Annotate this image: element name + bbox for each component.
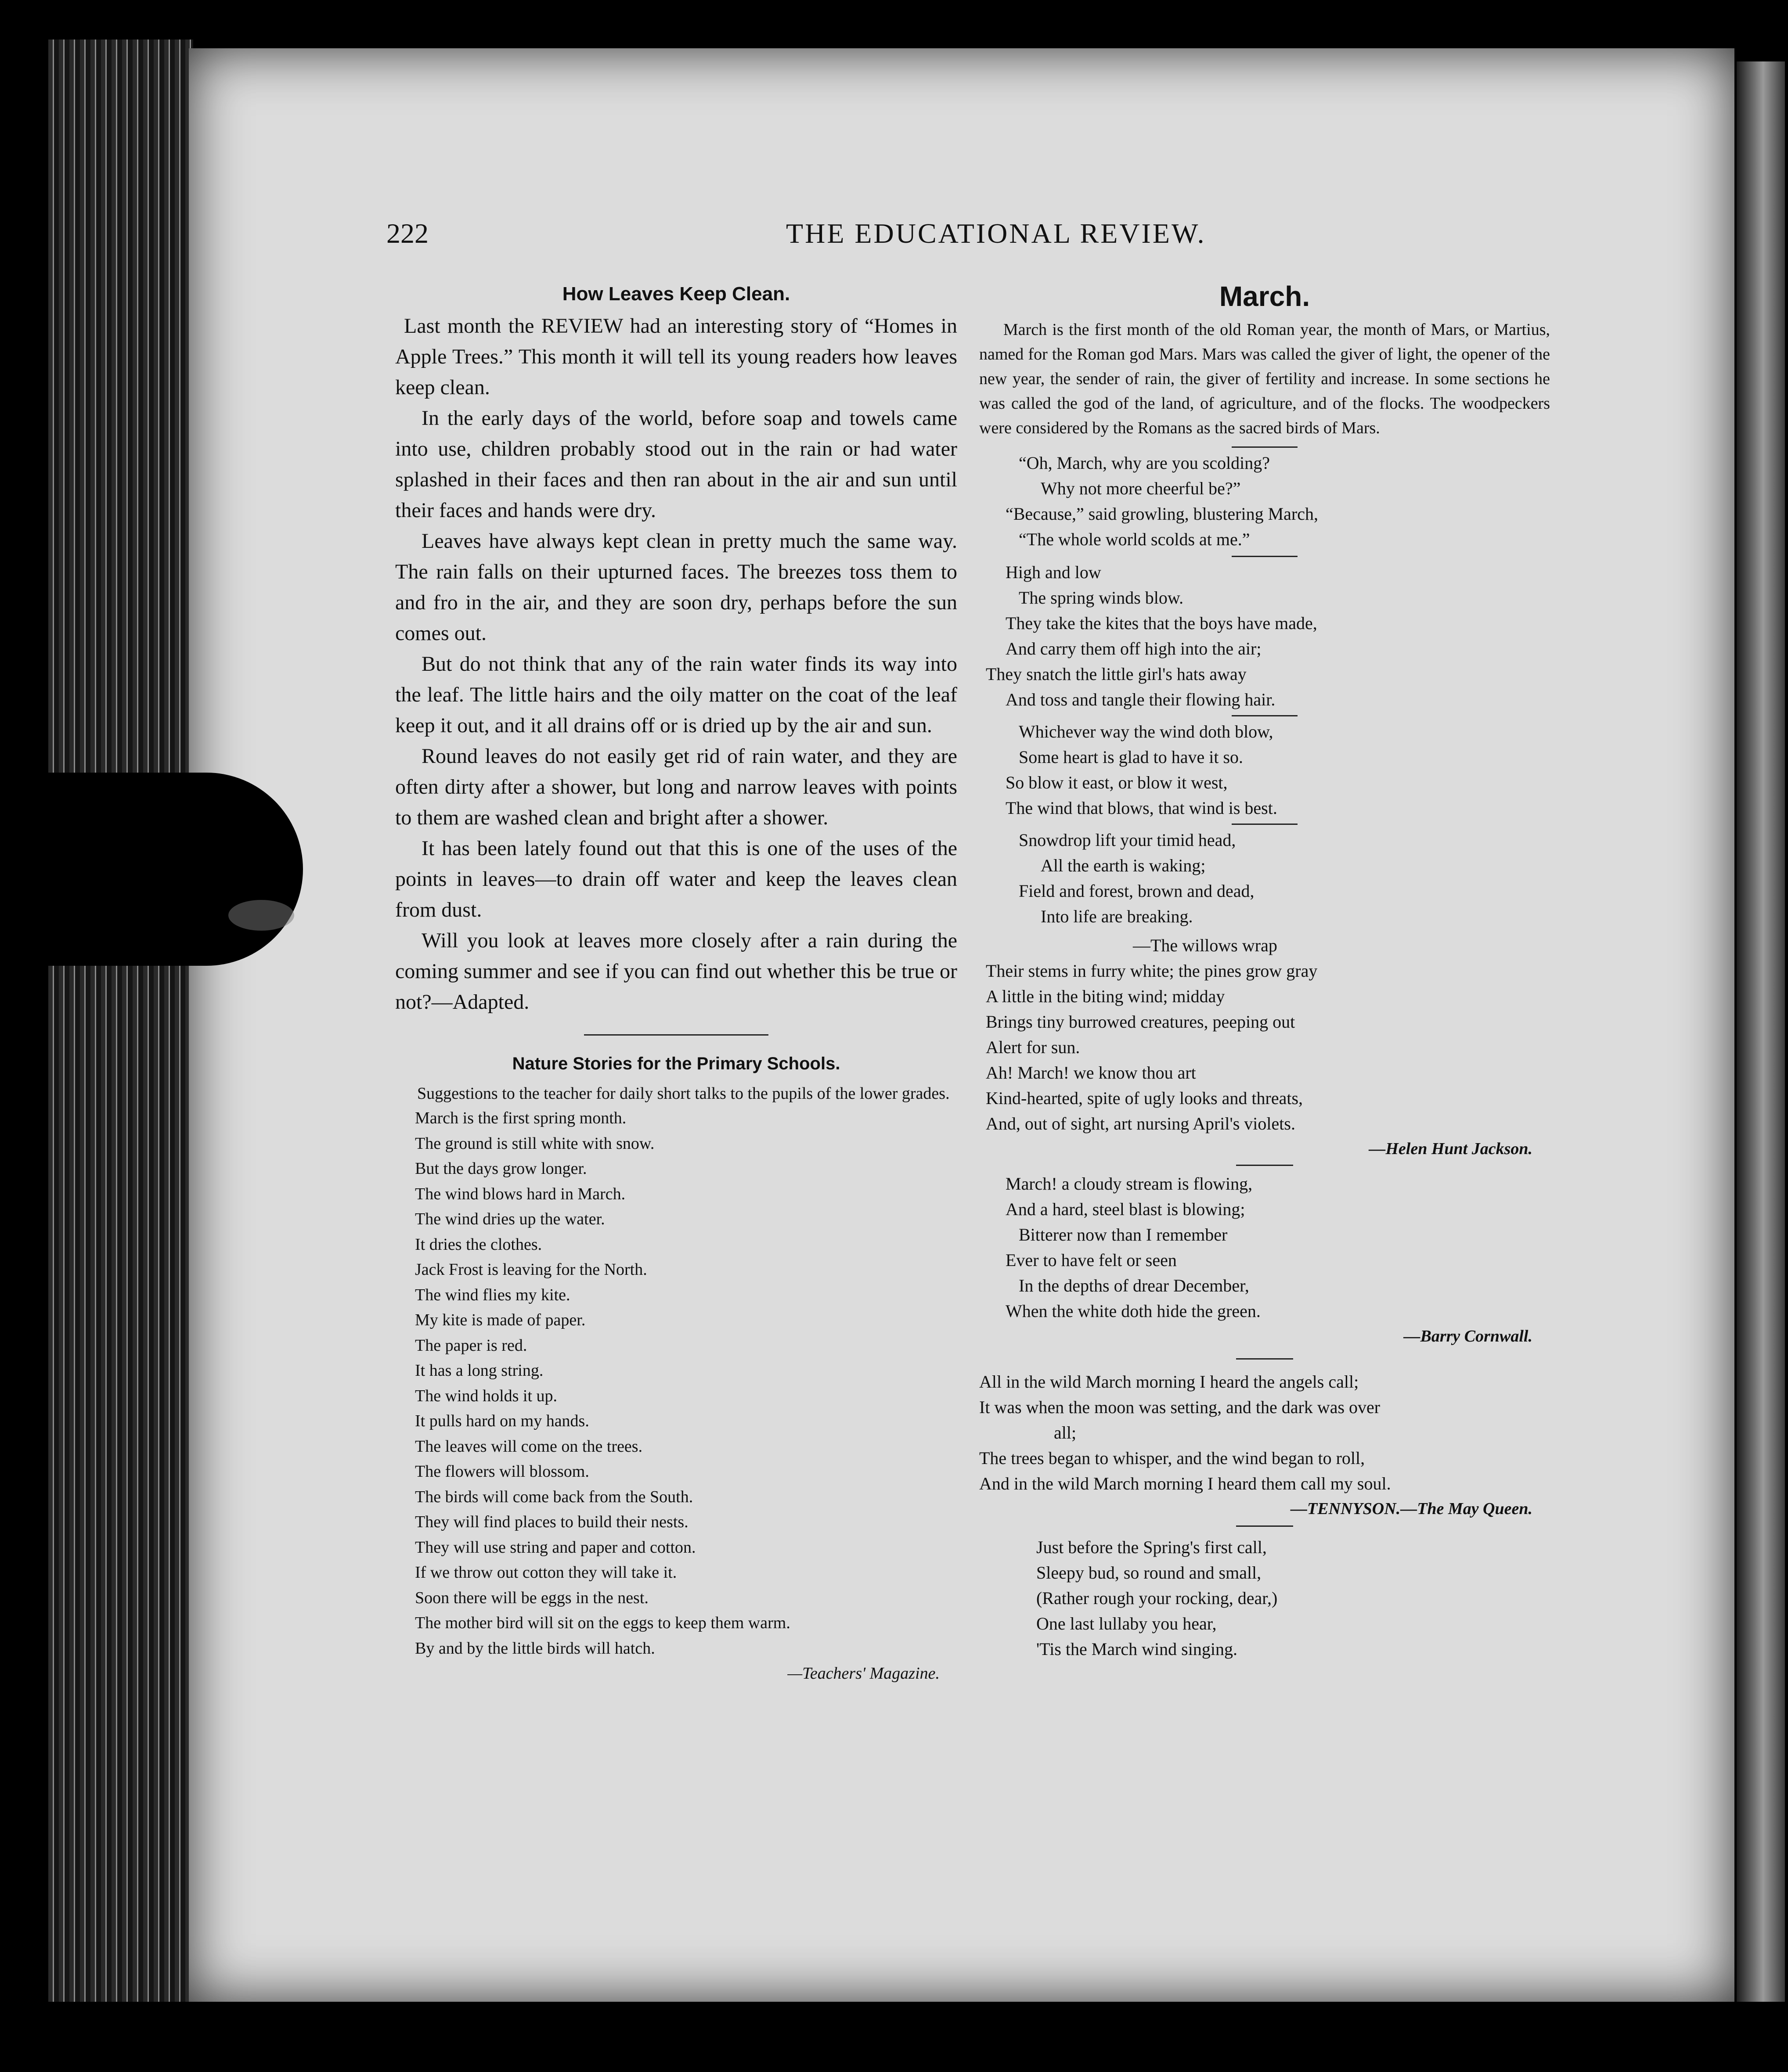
list-item: The mother bird will sit on the eggs to keep them warm. <box>415 1614 790 1632</box>
poem-line: And, out of sight, art nursing April's violets. <box>986 1114 1295 1133</box>
poem-line: Bitterer now than I remember <box>1019 1225 1228 1245</box>
poem-line: “The whole world scolds at me.” <box>1019 529 1250 549</box>
nature-stories-intro: Suggestions to the teacher for daily short talks to the pupils of the lower grades. <box>417 1084 950 1103</box>
poem-march-cloudy-stream <box>979 1171 1550 1324</box>
leaves-paragraph: It has been lately found out that this is one of the uses of the points in leaves—to drain off water and keep the leaves clean from dust. <box>395 837 957 921</box>
poem-line: One last lullaby you hear, <box>1036 1614 1217 1633</box>
poem-line: Their stems in furry white; the pines grow gray <box>986 961 1318 981</box>
running-header <box>386 217 1484 261</box>
poem-line: And carry them off high into the air; <box>1006 639 1262 658</box>
poem-high-and-low <box>979 560 1550 712</box>
poem-oh-march <box>979 450 1550 552</box>
list-item: They will find places to build their nests. <box>415 1513 689 1531</box>
poem-line: And in the wild March morning I heard them call my soul. <box>979 1474 1391 1493</box>
attribution-barry-cornwall: —Barry Cornwall. <box>1403 1327 1532 1345</box>
poem-line: March! a cloudy stream is flowing, <box>1006 1174 1253 1194</box>
list-item: Soon there will be eggs in the nest. <box>415 1588 649 1607</box>
poem-line: Whichever way the wind doth blow, <box>1019 722 1273 741</box>
journal-title: THE EDUCATIONAL REVIEW. <box>786 218 1206 249</box>
list-item: Jack Frost is leaving for the North. <box>415 1260 647 1279</box>
leaves-paragraph: But do not think that any of the rain water finds its way into the leaf. The little hairs and the oily matter on the coat of the leaf keep it out, and it all drains off or is dried up by the air and sun. <box>395 652 957 737</box>
leaves-paragraph: Last month the REVIEW had an interesting story of “Homes in Apple Trees.” This month it will tell its young readers how leaves keep clean. <box>395 314 957 399</box>
list-item: March is the first spring month. <box>415 1109 627 1127</box>
list-item: The leaves will come on the trees. <box>415 1437 643 1456</box>
leaves-paragraph: Leaves have always kept clean in pretty much the same way. The rain falls on their upturned faces. The breezes toss them to and fro in the air, and they are soon dry, perhaps before the sun comes out. <box>395 529 957 645</box>
list-item: It dries the clothes. <box>415 1235 542 1254</box>
list-item: The paper is red. <box>415 1336 527 1355</box>
poem-line: And a hard, steel blast is blowing; <box>1006 1199 1245 1219</box>
march-intro: March is the first month of the old Roman year, the month of Mars, or Martius, named for the Roman god Mars. Mars was called the giver of light, the opener of the new year, the sender of rain, the giver of fertility and increase. In some sections he was called the god of the land, of agriculture, and of the flocks. The woodpeckers were considered by the Romans as the sacred birds of Mars. <box>979 320 1550 437</box>
poem-line: The trees began to whisper, and the wind began to roll, <box>979 1448 1365 1468</box>
poem-line: Snowdrop lift your timid head, <box>1019 830 1236 850</box>
poem-line: And toss and tangle their flowing hair. <box>1006 690 1276 709</box>
poem-line: (Rather rough your rocking, dear,) <box>1036 1588 1278 1608</box>
page-number: 222 <box>386 218 429 249</box>
leaves-paragraph: Round leaves do not easily get rid of rain water, and they are often dirty after a shower, but long and narrow leaves with points to them are washed clean and bright after a shower. <box>395 745 957 829</box>
list-item: It pulls hard on my hands. <box>415 1412 589 1430</box>
thumbnail-highlight <box>228 900 294 931</box>
poem-line: “Oh, March, why are you scolding? <box>1019 453 1270 473</box>
attribution-teachers-magazine: —Teachers' Magazine. <box>787 1664 940 1683</box>
leaves-paragraph: Will you look at leaves more closely after a rain during the coming summer and see if you can find out whether this be true or not?—Adapted. <box>395 929 957 1014</box>
right-column <box>979 279 1550 1662</box>
poem-line: Sleepy bud, so round and small, <box>1036 1563 1262 1583</box>
poem-line: They take the kites that the boys have made, <box>1006 613 1317 633</box>
poem-line: Kind-hearted, spite of ugly looks and threats, <box>986 1088 1303 1108</box>
poem-line: When the white doth hide the green. <box>1006 1301 1261 1321</box>
list-item: The wind dries up the water. <box>415 1210 605 1228</box>
poem-line: Into life are breaking. <box>1041 906 1193 926</box>
poem-line: Alert for sun. <box>986 1037 1080 1057</box>
leaves-paragraph: In the early days of the world, before soap and towels came into use, children probably stood out in the rain or had water splashed in their faces and then ran about in the air and sun until their faces and hands were dry. <box>395 406 957 522</box>
poem-willows <box>979 933 1550 1137</box>
list-item: The ground is still white with snow. <box>415 1134 655 1153</box>
poem-line: So blow it east, or blow it west, <box>1006 773 1228 792</box>
poem-line: All the earth is waking; <box>1041 856 1206 875</box>
poem-line: Some heart is glad to have it so. <box>1019 747 1244 767</box>
poem-line: A little in the biting wind; midday <box>986 986 1225 1006</box>
list-item: It has a long string. <box>415 1361 544 1380</box>
list-item: If we throw out cotton they will take it. <box>415 1563 677 1582</box>
article-title-march: March. <box>1219 281 1310 312</box>
list-item: The flowers will blossom. <box>415 1462 589 1481</box>
book-page-edges <box>48 40 193 2002</box>
list-item: The wind flies my kite. <box>415 1285 570 1304</box>
poem-line: The spring winds blow. <box>1019 588 1184 608</box>
poem-sleepy-bud <box>979 1535 1550 1662</box>
attribution-helen-hunt-jackson: —Helen Hunt Jackson. <box>1369 1140 1532 1158</box>
list-item: By and by the little birds will hatch. <box>415 1639 655 1658</box>
list-item: But the days grow longer. <box>415 1159 587 1178</box>
poem-whichever-way <box>979 719 1550 821</box>
poem-line: All in the wild March morning I heard the angels call; <box>979 1372 1359 1392</box>
nature-stories-list <box>415 1106 957 1661</box>
poem-line: Ever to have felt or seen <box>1006 1250 1177 1270</box>
poem-snowdrop <box>979 827 1550 929</box>
list-item: The birds will come back from the South. <box>415 1487 693 1506</box>
poem-line: Brings tiny burrowed creatures, peeping out <box>986 1012 1295 1032</box>
poem-line: 'Tis the March wind singing. <box>1036 1639 1237 1659</box>
opposite-page-edge <box>1737 61 1785 2002</box>
list-item: The wind holds it up. <box>415 1386 558 1405</box>
poem-line: It was when the moon was setting, and the dark was over <box>979 1397 1381 1417</box>
poem-tennyson <box>979 1369 1550 1496</box>
list-item: They will use string and paper and cotton. <box>415 1538 696 1557</box>
attribution-tennyson: —TENNYSON.—The May Queen. <box>1291 1500 1532 1518</box>
list-item: My kite is made of paper. <box>415 1311 586 1329</box>
poem-line: “Because,” said growling, blustering March, <box>1006 504 1319 524</box>
poem-line: Just before the Spring's first call, <box>1036 1537 1267 1557</box>
left-column <box>395 281 957 1686</box>
poem-line: Why not more cheerful be?” <box>1041 478 1241 498</box>
poem-line: In the depths of drear December, <box>1019 1276 1249 1295</box>
article-title-nature-stories: Nature Stories for the Primary Schools. <box>512 1054 840 1073</box>
poem-line: The wind that blows, that wind is best. <box>1006 798 1277 818</box>
poem-line: They snatch the little girl's hats away <box>986 664 1247 684</box>
poem-line: Field and forest, brown and dead, <box>1019 881 1254 901</box>
thumb-holding-page <box>0 773 303 966</box>
poem-line: Ah! March! we know thou art <box>986 1063 1196 1083</box>
list-item: The wind blows hard in March. <box>415 1184 626 1203</box>
poem-line: all; <box>1054 1423 1077 1442</box>
poem-line: High and low <box>1006 562 1101 582</box>
poem-line: —The willows wrap <box>1133 935 1277 955</box>
article-title-leaves: How Leaves Keep Clean. <box>562 283 790 305</box>
